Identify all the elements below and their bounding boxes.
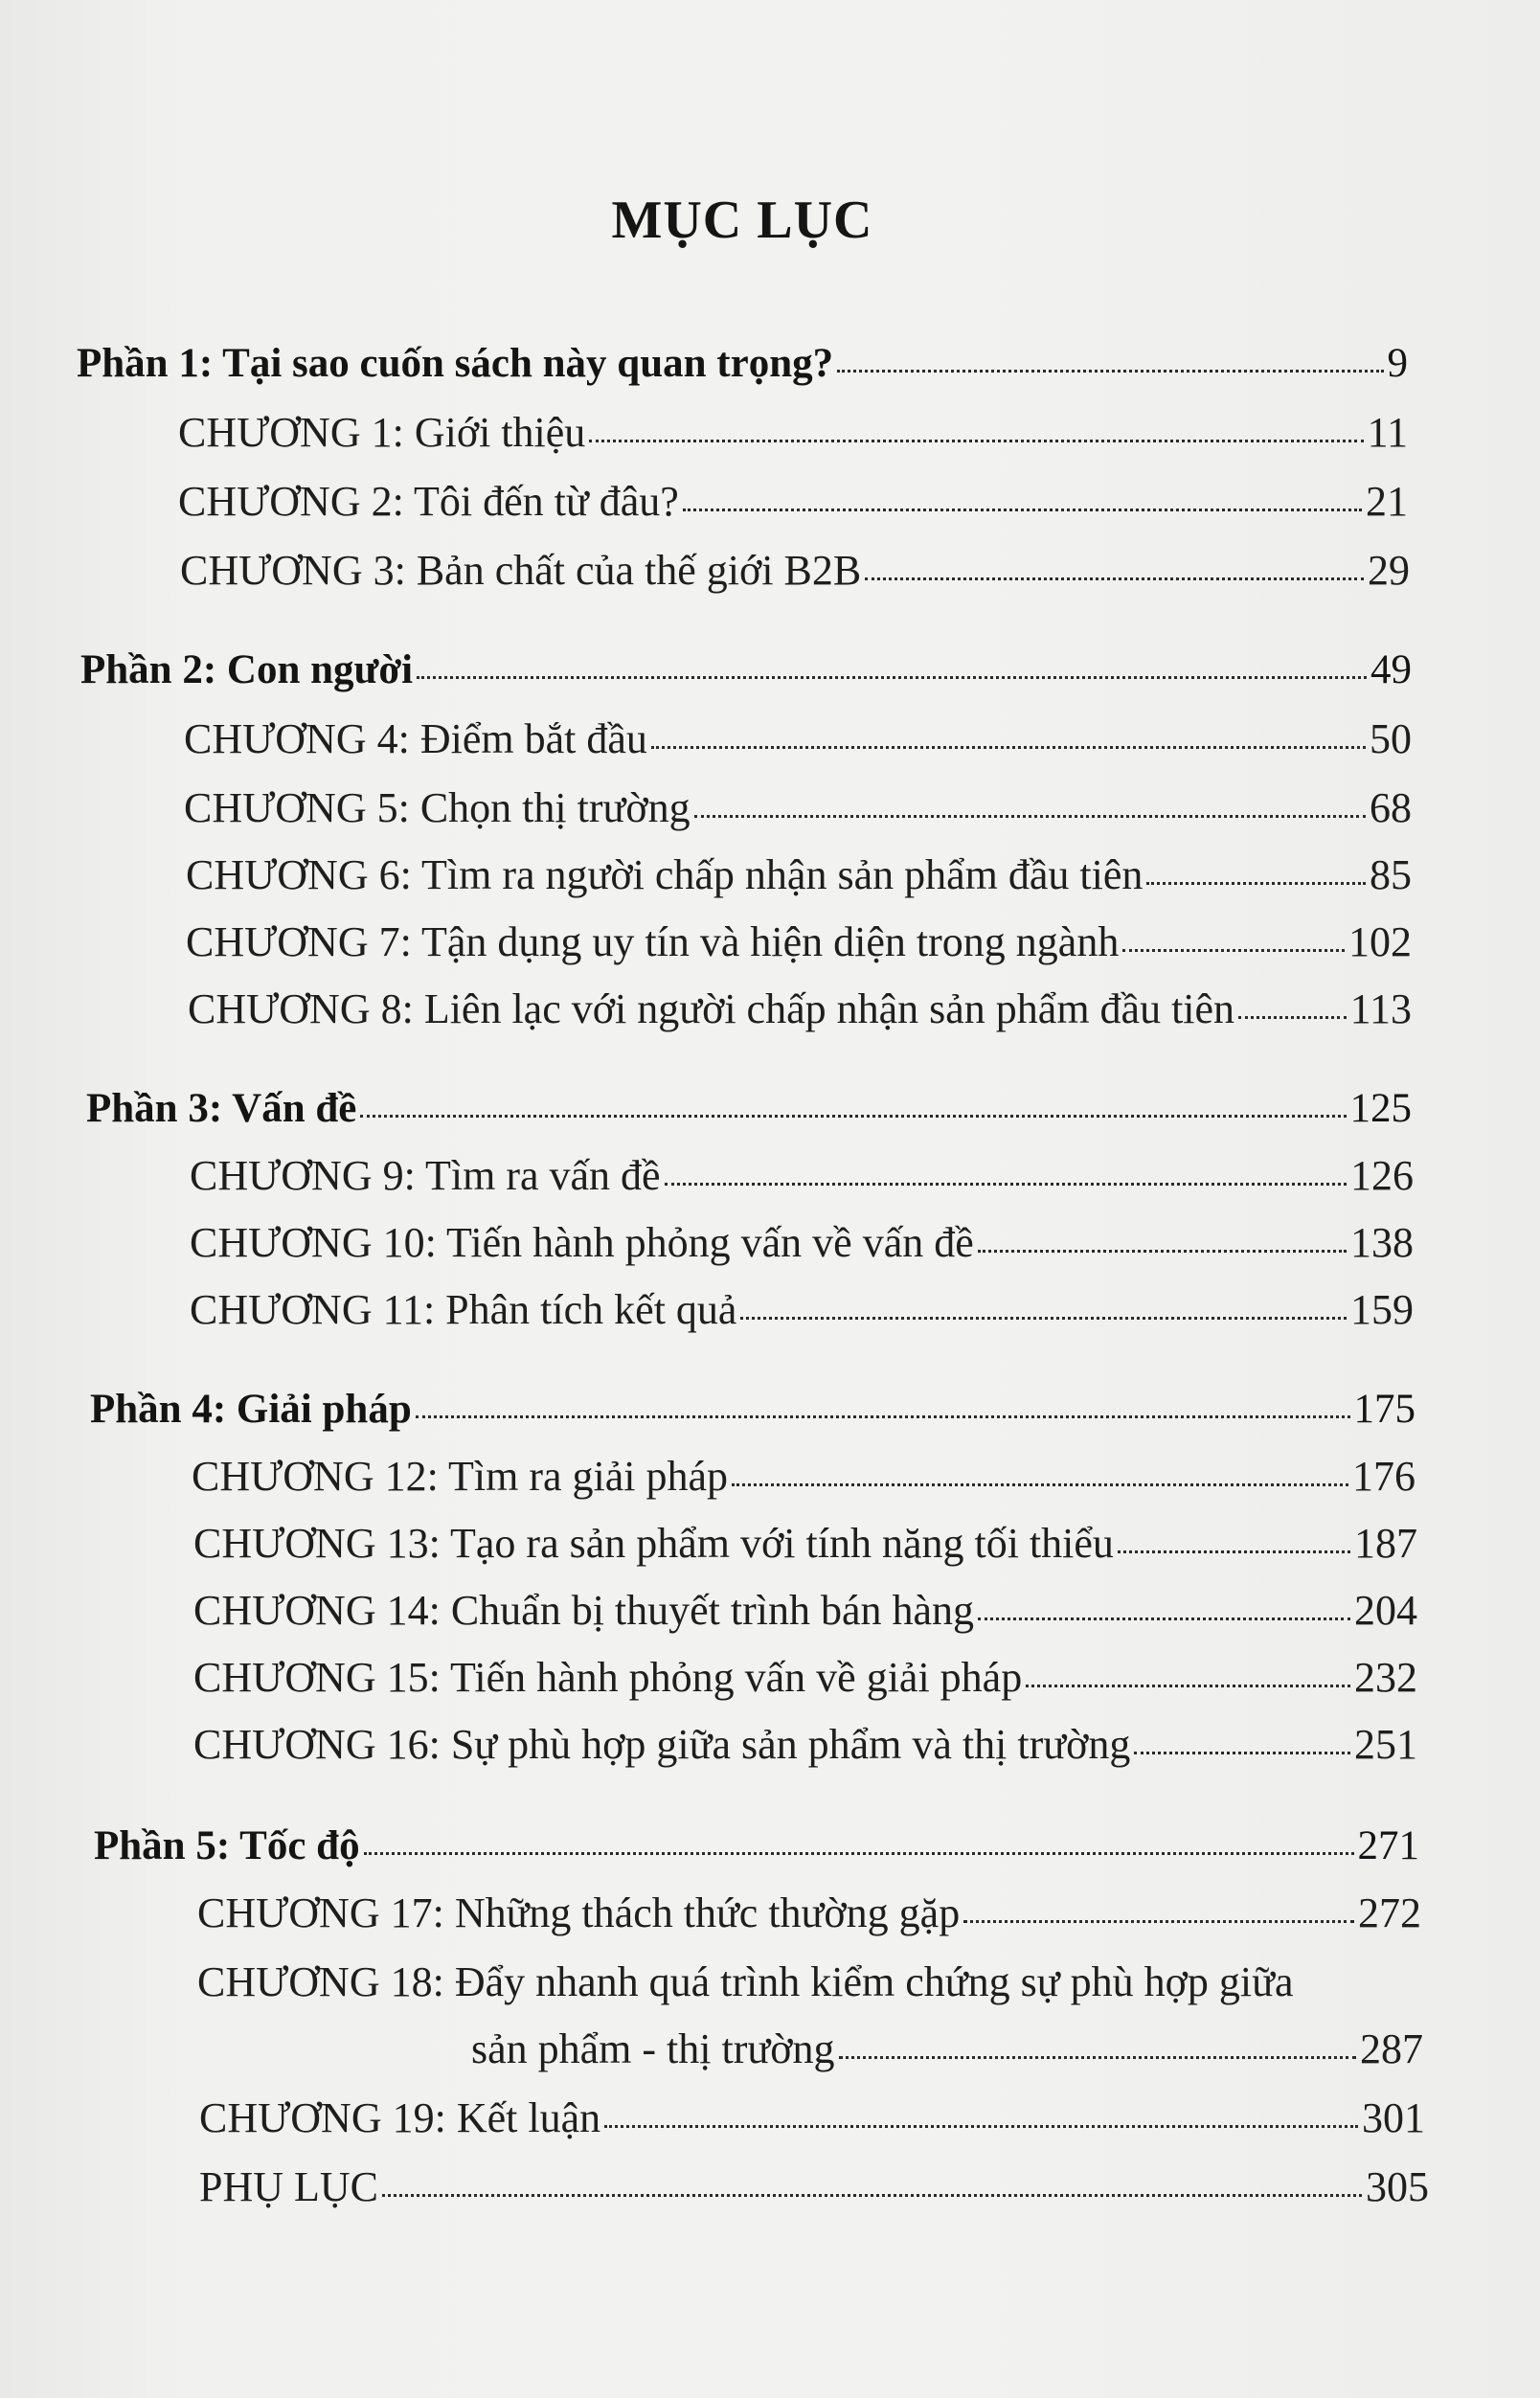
chapter-label: CHƯƠNG 3: Bản chất của thế giới B2B [180,547,862,594]
toc-chapter-10 [190,1219,1414,1266]
toc-chapter-18 [471,2025,1423,2072]
toc-chapter-15 [193,1654,1417,1701]
page-number: 21 [1366,478,1408,525]
toc-chapter-19 [199,2094,1425,2141]
chapter-label-continuation: sản phẩm - thị trường [471,2025,835,2072]
chapter-label: CHƯƠNG 16: Sự phù hợp giữa sản phẩm và thị trường [193,1721,1131,1768]
leader-dots [865,577,1364,580]
leader-dots [978,1618,1350,1620]
toc-chapter-18-first-line: CHƯƠNG 18: Đẩy nhanh quá trình kiểm chứng sự phù hợp giữa [197,1958,1294,2005]
leader-dots [382,2194,1362,2197]
leader-dots [732,1483,1348,1486]
toc-part-5 [94,1825,1419,1866]
toc-part-1 [77,343,1408,384]
leader-dots [416,1415,1350,1418]
page-number: 301 [1362,2094,1425,2141]
toc-chapter-4 [184,715,1412,762]
chapter-label: CHƯƠNG 9: Tìm ra vấn đề [190,1152,661,1199]
part-label: Phần 3: Vấn đề [86,1086,357,1131]
page-number: 102 [1348,918,1412,965]
part-label: Phần 4: Giải pháp [90,1387,412,1432]
chapter-label: CHƯƠNG 7: Tận dụng uy tín và hiện diện trong ngành [186,918,1120,965]
leader-dots [1122,949,1345,952]
leader-dots [683,509,1362,511]
page-number: 138 [1350,1219,1414,1266]
leader-dots [978,1250,1347,1253]
chapter-label: CHƯƠNG 13: Tạo ra sản phẩm với tính năng tối thiểu [193,1520,1114,1567]
leader-dots [604,2125,1358,2128]
chapter-label: CHƯƠNG 14: Chuẩn bị thuyết trình bán hàng [193,1587,975,1634]
page-number: 175 [1353,1387,1415,1432]
toc-chapter-6 [186,851,1412,898]
page-number: 287 [1360,2025,1423,2072]
page-number: 272 [1358,1889,1421,1936]
page-number: 271 [1357,1823,1419,1868]
leader-dots [360,1115,1346,1118]
leader-dots [1146,882,1366,885]
leader-dots [651,746,1366,749]
chapter-label: CHƯƠNG 8: Liên lạc với người chấp nhận sản phẩm đầu tiên [188,985,1235,1032]
page-number: 11 [1367,409,1408,456]
toc-chapter-3 [180,547,1410,594]
toc-part-4 [90,1389,1415,1430]
leader-dots [364,1852,1354,1855]
page-number: 49 [1370,647,1412,692]
part-label: Phần 5: Tốc độ [94,1823,360,1868]
toc-chapter-16 [193,1721,1417,1768]
leader-dots [837,370,1383,373]
leader-dots [1026,1685,1350,1687]
page-number: 125 [1349,1086,1412,1131]
chapter-label: CHƯƠNG 6: Tìm ra người chấp nhận sản phẩm đầu tiên [186,851,1144,898]
page-number: 187 [1354,1520,1417,1567]
chapter-label: CHƯƠNG 4: Điểm bắt đầu [184,715,647,762]
page-number: 29 [1368,547,1410,594]
toc-chapter-13 [193,1520,1417,1567]
leader-dots [589,440,1363,442]
chapter-label: CHƯƠNG 2: Tôi đến từ đâu? [178,478,679,525]
leader-dots [740,1317,1347,1320]
chapter-label: CHƯƠNG 12: Tìm ra giải pháp [192,1453,729,1500]
page-number: 204 [1354,1587,1417,1634]
part-label: Phần 1: Tại sao cuốn sách này quan trọng? [77,341,834,386]
toc-part-3 [86,1088,1412,1129]
leader-dots [1238,1016,1347,1019]
part-label: Phần 2: Con người [80,647,414,692]
chapter-label: PHỤ LỤC [199,2163,379,2210]
chapter-label: CHƯƠNG 1: Giới thiệu [178,409,586,456]
page-number: 85 [1370,851,1412,898]
toc-chapter-12 [192,1453,1415,1500]
toc-chapter-2 [178,478,1408,525]
toc-appendix [199,2163,1429,2210]
leader-dots [694,815,1366,818]
chapter-label: CHƯƠNG 15: Tiến hành phỏng vấn về giải pháp [193,1654,1023,1701]
page-number: 305 [1366,2163,1429,2210]
leader-dots [417,676,1367,679]
leader-dots [665,1183,1347,1186]
toc-part-2 [80,649,1412,690]
chapter-label: CHƯƠNG 19: Kết luận [199,2094,601,2141]
toc-chapter-17 [197,1889,1421,1936]
page-number: 126 [1350,1152,1414,1199]
page-number: 232 [1354,1654,1417,1701]
chapter-label: CHƯƠNG 17: Những thách thức thường gặp [197,1889,961,1936]
page-number: 176 [1352,1453,1415,1500]
toc-chapter-14 [193,1587,1417,1634]
page-number: 113 [1349,985,1412,1032]
page-number: 68 [1370,784,1412,831]
leader-dots [839,2056,1357,2059]
page-title: MỤC LỤC [611,191,873,250]
chapter-label: CHƯƠNG 5: Chọn thị trường [184,784,691,831]
page-number: 9 [1387,341,1408,386]
toc-chapter-5 [184,784,1412,831]
toc-chapter-11 [190,1286,1414,1333]
toc-chapter-9 [190,1152,1414,1199]
page-number: 159 [1350,1286,1414,1333]
leader-dots [963,1920,1354,1923]
toc-chapter-7 [186,918,1412,965]
chapter-label: CHƯƠNG 10: Tiến hành phỏng vấn về vấn đề [190,1219,974,1266]
chapter-label: CHƯƠNG 11: Phân tích kết quả [190,1286,737,1333]
toc-chapter-1 [178,409,1408,456]
leader-dots [1134,1752,1350,1754]
leader-dots [1118,1550,1350,1553]
page-number: 50 [1370,715,1412,762]
page-number: 251 [1354,1721,1417,1768]
toc-chapter-8 [188,985,1412,1032]
